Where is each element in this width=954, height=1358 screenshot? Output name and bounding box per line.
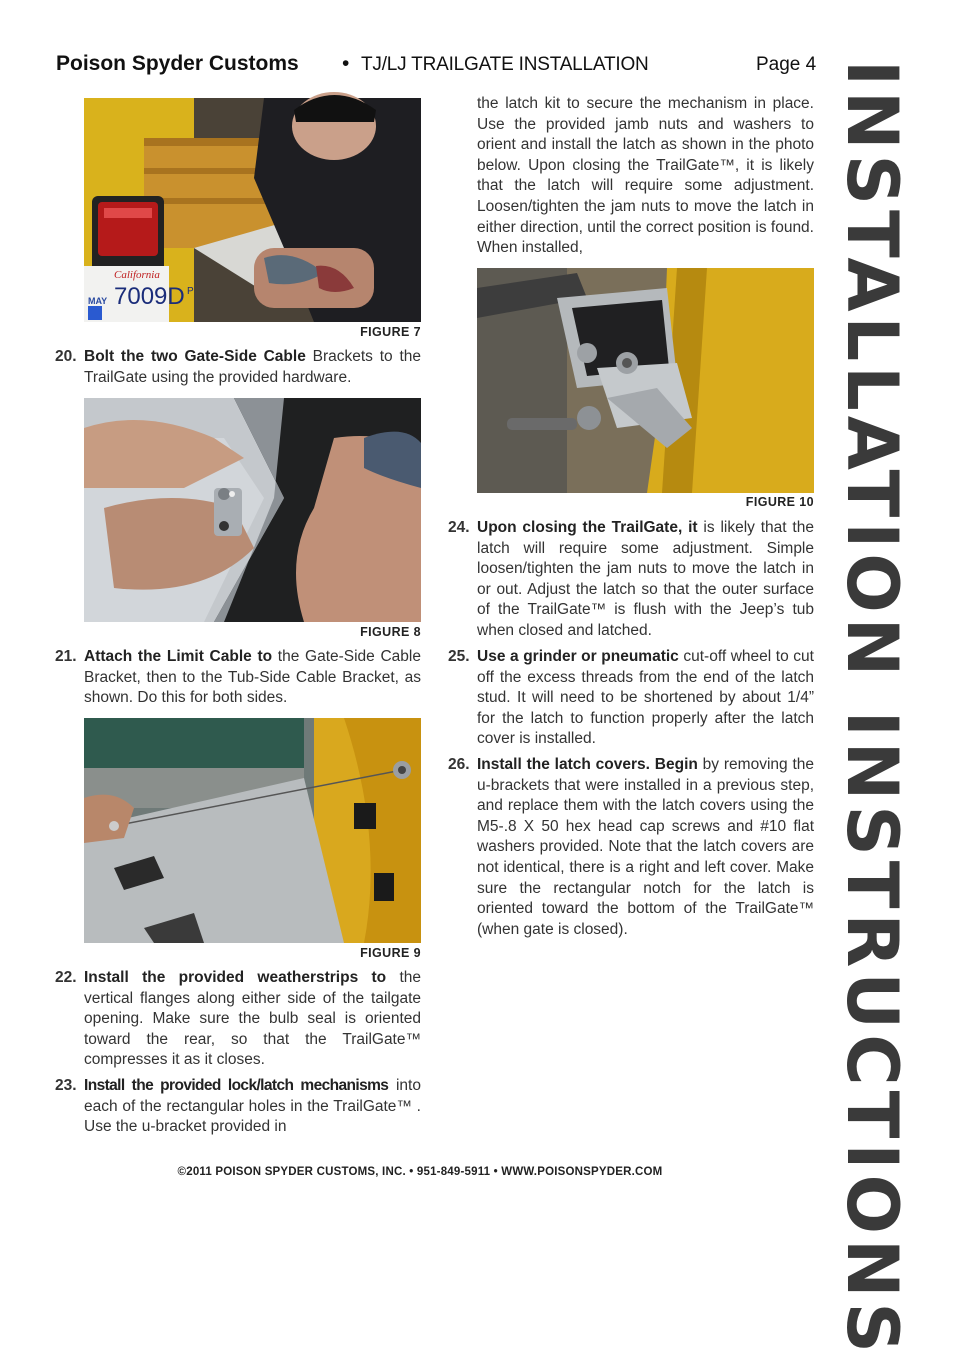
step-number: 21. xyxy=(55,648,77,665)
plate-month: MAY xyxy=(88,296,108,306)
step-text: the Gate-Side Cable Bracket, then to the Tub-Side Cable Bracket, as shown. Do this for both sides. xyxy=(84,648,421,707)
step-text: Brackets to the TrailGate using the provided hardware. xyxy=(84,348,421,386)
step-text: is likely that the latch will require some adjustment. Simple loosen/tighten the jam nuts to move the latch in or out. Adjust the latch so that the outer surface of the TrailGate™ is flush with the Jeep’s tub when closed and latched. xyxy=(477,519,814,639)
step-number: 24. xyxy=(448,519,470,536)
step-text: by removing the u-brackets that were installed in a previous step, and replace them with the latch covers using the M5-.8 X 50 hex head cap screws and #10 flat washers provided. Note that the latch covers are not identical, there is a right and left cover. Make sure the rectangular notch for the latch is oriented toward the bottom of the TrailGate™ (when gate is closed). xyxy=(477,756,814,938)
step-lead: Install the provided lock/latch mechanisms xyxy=(84,1077,389,1094)
step-number: 26. xyxy=(448,756,470,773)
plate-number: 7009D xyxy=(114,283,185,310)
side-title-container xyxy=(831,60,913,1358)
page-header xyxy=(56,52,816,82)
step-lead: Bolt the two Gate-Side Cable xyxy=(84,348,306,365)
figure-8-photo xyxy=(84,398,421,622)
figure-9-caption: FIGURE 9 xyxy=(360,946,421,960)
figure-9-photo xyxy=(84,718,421,943)
step-20 xyxy=(55,347,421,388)
step-26 xyxy=(448,755,814,940)
step-number: 20. xyxy=(55,348,77,365)
figure-7-photo xyxy=(84,98,421,322)
step-lead: Use a grinder or pneumatic xyxy=(477,648,679,665)
header-separator: • xyxy=(342,52,350,75)
plate-state: California xyxy=(114,269,160,281)
figure-10-photo xyxy=(477,268,814,493)
step-number: 25. xyxy=(448,648,470,665)
figure-10-caption: FIGURE 10 xyxy=(745,495,814,509)
step-text: cut-off wheel to cut off the excess threads from the end of the latch stud. It will need to be shortened by about 1/4” for the latch to function properly after the latch cover is installed. xyxy=(477,648,814,748)
step-lead: Install the provided weatherstrips to xyxy=(84,969,387,986)
step-number: 23. xyxy=(55,1077,77,1094)
step-23 xyxy=(55,1076,421,1138)
step-text: into each of the rectangular holes in the TrailGate™ . Use the u-bracket provided in xyxy=(84,1077,421,1136)
step-lead: Install the latch covers. Begin xyxy=(477,756,698,773)
step-21 xyxy=(55,647,421,709)
step-text: the vertical flanges along either side of the tailgate opening. Make sure the bulb seal is oriented toward the rear, so that the TrailGate™ compresses it as it closes. xyxy=(84,969,421,1069)
step-number: 22. xyxy=(55,969,77,986)
side-title: INSTALLATION INSTRUCTIONS xyxy=(831,60,913,1358)
page-footer: ©2011 POISON SPYDER CUSTOMS, INC. • 951-849-5911 • WWW.POISONSPYDER.COM xyxy=(177,1166,663,1178)
figure-8-caption: FIGURE 8 xyxy=(360,625,421,639)
step-24 xyxy=(448,518,814,642)
step-25 xyxy=(448,647,814,750)
step-lead: Attach the Limit Cable to xyxy=(84,648,273,665)
figure-7-caption: FIGURE 7 xyxy=(360,325,421,339)
page-number: Page 4 xyxy=(756,54,817,75)
plate-suffix: P xyxy=(187,286,194,297)
step-23-continuation: the latch kit to secure the mechanism in place. Use the provided jamb nuts and washers to orient and install the latch as shown in the photo below. Upon closing the TrailGate™, it is likely that the latch will require some adjustment. Loosen/tighten the jam nuts to move the latch in either direction, until the correct position is found. When installed, xyxy=(477,95,814,257)
document-title: TJ/LJ TRAILGATE INSTALLATION xyxy=(361,54,649,75)
brand-name: Poison Spyder Customs xyxy=(56,52,299,75)
step-22 xyxy=(55,968,421,1071)
step-lead: Upon closing the TrailGate, it xyxy=(477,519,698,536)
